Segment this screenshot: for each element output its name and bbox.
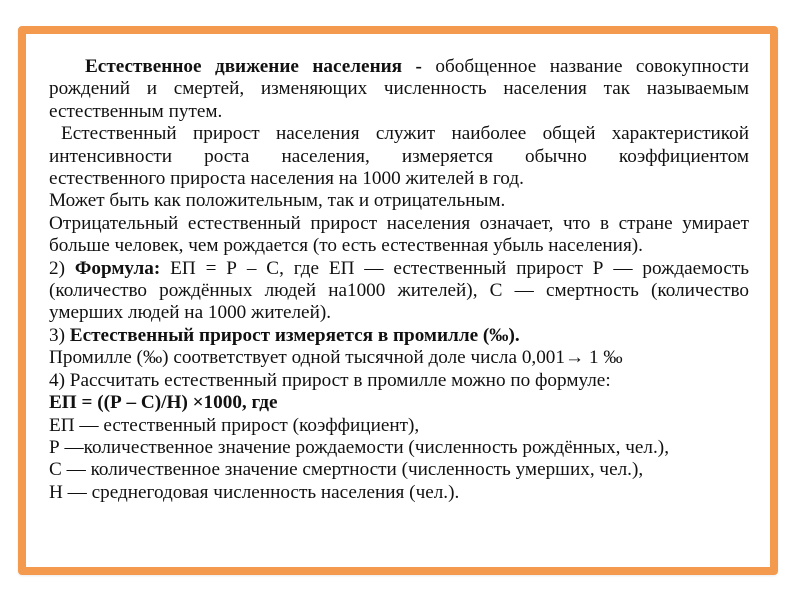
definition-line-1: Естественное движение населения - обобщенное название совокупности	[85, 56, 749, 77]
formula-label: Формула:	[74, 257, 161, 279]
permille-heading: 3) Естественный прирост измеряется в промилле (‰).	[49, 324, 520, 346]
calculation-intro: 4) Рассчитать естественный прирост в промилле можно по формуле:	[49, 369, 611, 391]
formula-line-1: 2) Формула: ЕП = Р – С, где ЕП — естественный прирост Р — рождаемость	[49, 257, 750, 279]
legend-ep: ЕП — естественный прирост (коэффициент),	[49, 414, 420, 436]
slide-content	[49, 56, 749, 504]
legend-p: Р —количественное значение рождаемости (численность рождённых, чел.),	[49, 436, 669, 458]
negative-growth-line-2: больше человек, чем рождается (то есть естественная убыль населения).	[49, 235, 643, 257]
formula-line-3: умерших людей на 1000 жителей).	[49, 302, 332, 324]
formula-line-2: (количество рождённых людей на1000 жителей), С — смертность (количество	[49, 280, 749, 302]
permille-formula: ЕП = ((Р – С)/Н) ×1000, где	[49, 392, 278, 414]
natural-growth-line-3: естественного прироста населения на 1000 жителей в год.	[49, 168, 524, 190]
permille-definition: Промилле (‰) соответствует одной тысячной доле числа 0,001→ 1 ‰	[49, 347, 623, 369]
term-natural-movement: Естественное движение населения -	[85, 56, 422, 77]
legend-c: С — количественное значение смертности (численность умерших, чел.),	[49, 459, 644, 481]
definition-line-2: рождений и смертей, изменяющих численность населения так называемым	[49, 78, 749, 100]
positive-negative-note: Может быть как положительным, так и отрицательным.	[49, 190, 506, 212]
definition-line-3: естественным путем.	[49, 100, 223, 122]
natural-growth-line-2: интенсивности роста населения, измеряется обычно коэффициентом	[49, 145, 749, 167]
natural-growth-line-1: Естественный прирост населения служит наиболее общей характеристикой	[61, 123, 749, 145]
legend-h: Н — среднегодовая численность населения (чел.).	[49, 481, 460, 503]
negative-growth-line-1: Отрицательный естественный прирост населения означает, что в стране умирает	[49, 212, 749, 234]
